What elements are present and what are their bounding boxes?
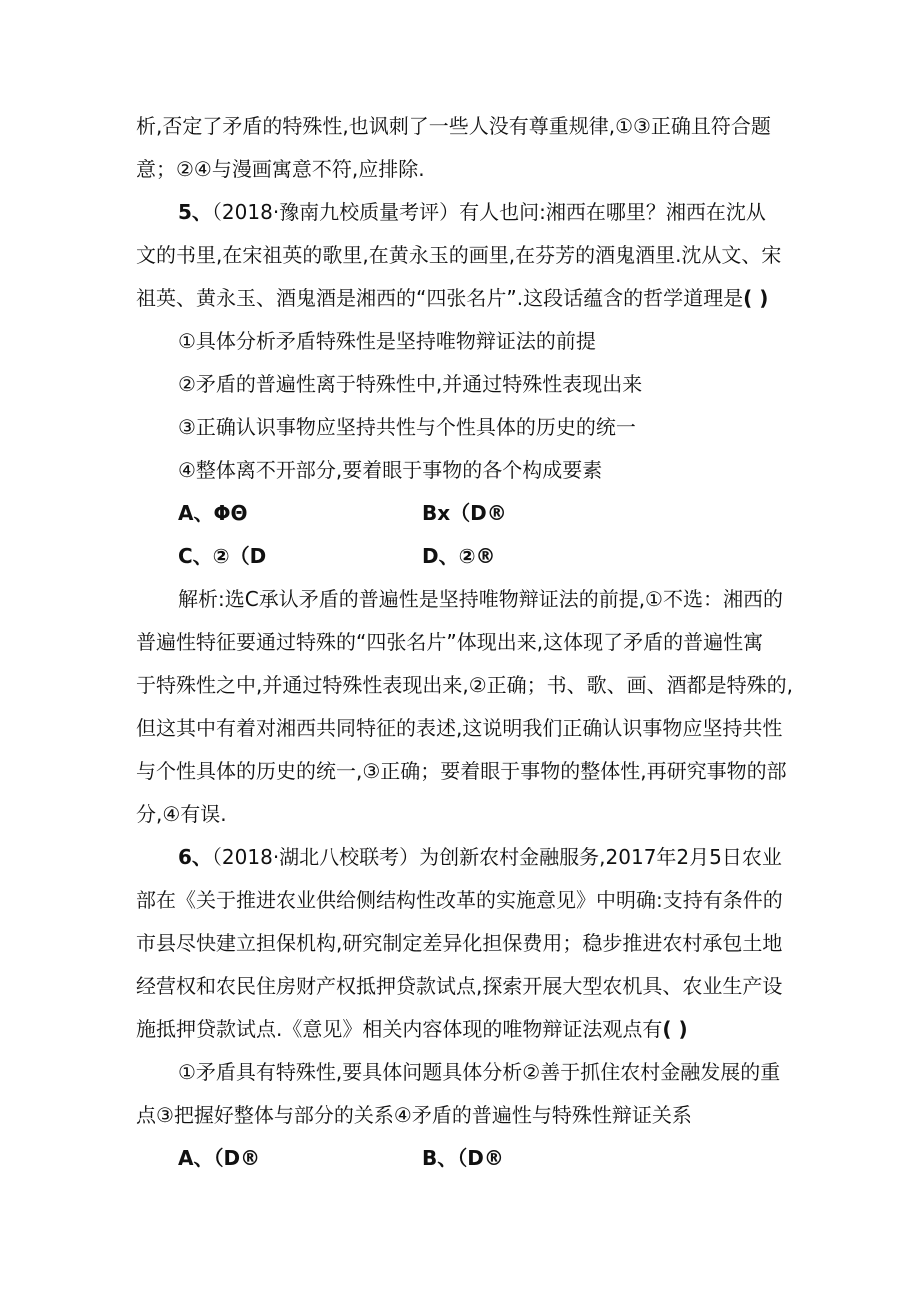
q6-option-b: B、（D®	[422, 1146, 504, 1170]
q6-stem-line-2: 部在《关于推进农业供给侧结构性改革的实施意见》中明确:支持有条件的	[136, 888, 783, 912]
q5-option-b: Bx（D®	[422, 501, 507, 525]
q5-stem-text-1: （2018·豫南九校质量考评）有人也问:湘西在哪里？湘西在沈从	[211, 200, 766, 224]
q6-answer-paren: ( )	[662, 1017, 688, 1041]
q5-analysis-line-3: 于特殊性之中,并通过特殊性表现出来,②正确；书、歌、画、酒都是特殊的,	[136, 673, 794, 697]
q6-stem-line-5	[136, 1015, 688, 1043]
q6-stem-line-4: 经营权和农民住房财产权抵押贷款试点,探索开展大型农机具、农业生产设	[136, 974, 783, 998]
q6-items-line-2: 点③把握好整体与部分的关系④矛盾的普遍性与特殊性辩证关系	[136, 1103, 692, 1127]
q5-analysis-line-5: 与个性具体的历史的统一,③正确；要着眼于事物的整体性,再研究事物的部	[136, 759, 787, 783]
q5-option-a: A、ΦΘ	[178, 501, 248, 525]
q5-item-1: ①具体分析矛盾特殊性是坚持唯物辩证法的前提	[178, 329, 596, 353]
q5-analysis-line-6: 分,④有误.	[136, 802, 227, 826]
q5-analysis-line-1: 解析:选C承认矛盾的普遍性是坚持唯物辩证法的前提,①不选：湘西的	[178, 587, 783, 611]
q5-option-d: D、②®	[422, 544, 496, 568]
q6-option-a: A、（D®	[178, 1146, 261, 1170]
q5-stem-line-3	[136, 284, 796, 312]
q5-stem-line-2: 文的书里,在宋祖英的歌里,在黄永玉的画里,在芬芳的酒鬼酒里.沈从文、宋	[136, 243, 782, 267]
q5-stem-text-3: 祖英、黄永玉、酒鬼酒是湘西的“四张名片”.这段话蕴含的哲学道理是	[136, 286, 744, 310]
q5-option-c: C、②（D	[178, 544, 267, 568]
q6-stem-line-3: 市县尽快建立担保机构,研究制定差异化担保费用；稳步推进农村承包土地	[136, 931, 783, 955]
q5-analysis-line-2: 普遍性特征要通过特殊的“四张名片”体现出来,这体现了矛盾的普遍性寓	[136, 630, 764, 654]
q6-items-line-1: ①矛盾具有特殊性,要具体问题具体分析②善于抓住农村金融发展的重	[178, 1060, 781, 1084]
q5-item-3: ③正确认识事物应坚持共性与个性具体的历史的统一	[178, 415, 636, 439]
q5-answer-paren: ( )	[743, 286, 769, 310]
q6-number: 6、	[178, 845, 212, 869]
q6-stem-line-1	[178, 843, 782, 871]
prev-analysis-line-2: 意；②④与漫画寓意不符,应排除.	[136, 157, 425, 181]
q6-stem-text-1: （2018·湖北八校联考）为创新农村金融服务,2017年2月5日农业	[211, 845, 782, 869]
q5-number: 5、	[178, 200, 212, 224]
prev-analysis-line-1: 析,否定了矛盾的特殊性,也讽刺了一些人没有尊重规律,①③正确且符合题	[136, 114, 771, 138]
q6-stem-text-5: 施抵押贷款试点.《意见》相关内容体现的唯物辩证法观点有	[136, 1017, 663, 1041]
q5-item-2: ②矛盾的普遍性离于特殊性中,并通过特殊性表现出来	[178, 372, 643, 396]
q5-item-4: ④整体离不开部分,要着眼于事物的各个构成要素	[178, 458, 603, 482]
q5-stem-line-1	[178, 198, 788, 226]
q5-analysis-line-4: 但这其中有着对湘西共同特征的表述,这说明我们正确认识事物应坚持共性	[136, 716, 783, 740]
